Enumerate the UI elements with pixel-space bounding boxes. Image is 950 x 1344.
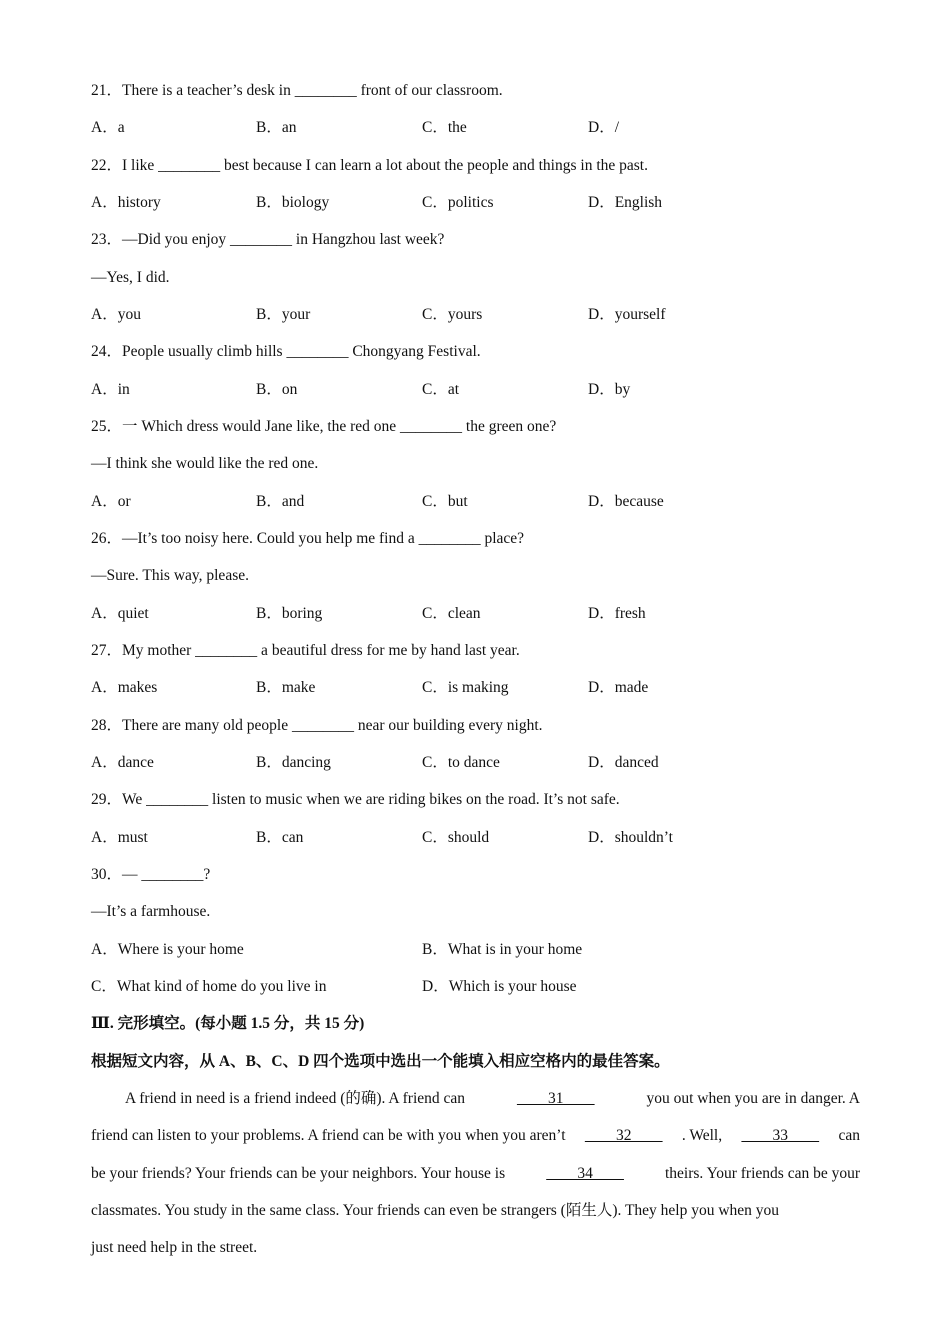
passage-text: can (838, 1127, 860, 1144)
q26-option-d[interactable]: D．fresh (588, 605, 646, 622)
passage-line-5: just need help in the street. (91, 1239, 258, 1256)
q21-option-c[interactable]: C．the (422, 119, 467, 136)
q30-option-c[interactable]: C．What kind of home do you live in (91, 978, 327, 995)
q28-option-c[interactable]: C．to dance (422, 754, 500, 771)
blank-34[interactable]: ____34____ (546, 1165, 624, 1182)
question-24-stem: 24．People usually climb hills ________ Chongyang Festival. (91, 343, 481, 360)
q24-option-c[interactable]: C．at (422, 381, 460, 398)
section-heading: Ⅲ. 完形填空。(每小题 1.5 分，共 15 分) (91, 1015, 365, 1032)
passage-text: A friend in need is a friend indeed (的确). A friend can (125, 1090, 466, 1107)
blank-33[interactable]: ____33____ (741, 1127, 820, 1144)
q27-option-c[interactable]: C．is making (422, 679, 509, 696)
passage-text: friend can listen to your problems. A friend can be with you when you aren’t (91, 1127, 566, 1144)
q30-option-a[interactable]: A．Where is your home (91, 941, 244, 958)
q24-option-b[interactable]: B．on (256, 381, 298, 398)
question-25-stem: 25．一 Which dress would Jane like, the red one ________ the green one? (91, 418, 557, 435)
question-22-stem: 22．I like ________ best because I can learn a lot about the people and things in the past. (91, 157, 648, 174)
q27-option-a[interactable]: A．makes (91, 679, 158, 696)
question-28-stem: 28．There are many old people ________ near our building every night. (91, 717, 543, 734)
q29-option-a[interactable]: A．must (91, 829, 148, 846)
question-21-stem: 21．There is a teacher’s desk in ________ front of our classroom. (91, 82, 503, 99)
q22-option-a[interactable]: A．history (91, 194, 161, 211)
q26-option-a[interactable]: A．quiet (91, 605, 149, 622)
q22-option-d[interactable]: D．English (588, 194, 663, 211)
passage-line-4 (91, 1201, 860, 1221)
q29-option-d[interactable]: D．shouldn’t (588, 829, 673, 846)
q24-option-a[interactable]: A．in (91, 381, 130, 398)
passage-line-3 (91, 1164, 860, 1184)
q26-option-b[interactable]: B．boring (256, 605, 323, 622)
q22-option-c[interactable]: C．politics (422, 194, 494, 211)
q29-option-b[interactable]: B．can (256, 829, 304, 846)
q22-option-b[interactable]: B．biology (256, 194, 330, 211)
question-30-stem: 30．— ________? (91, 866, 211, 883)
question-26-stem: 26．—It’s too noisy here. Could you help me find a ________ place? (91, 530, 525, 547)
q21-option-d[interactable]: D．/ (588, 119, 620, 136)
passage-line-1 (125, 1089, 860, 1109)
passage-text: you out when you are in danger. A (646, 1090, 860, 1107)
section-instruction: 根据短文内容，从 A、B、C、D 四个选项中选出一个能填入相应空格内的最佳答案。 (91, 1053, 670, 1070)
q25-option-a[interactable]: A．or (91, 493, 131, 510)
blank-32[interactable]: ____32____ (584, 1127, 663, 1144)
q27-option-d[interactable]: D．made (588, 679, 649, 696)
passage-text: be your friends? Your friends can be your neighbors. Your house is (91, 1165, 506, 1182)
q27-option-b[interactable]: B．make (256, 679, 316, 696)
q25-option-b[interactable]: B．and (256, 493, 305, 510)
q23-option-b[interactable]: B．your (256, 306, 311, 323)
question-26-reply: —Sure. This way, please. (91, 567, 249, 584)
q23-option-d[interactable]: D．yourself (588, 306, 666, 323)
q25-option-c[interactable]: C．but (422, 493, 468, 510)
question-29-stem: 29．We ________ listen to music when we are riding bikes on the road. It’s not safe. (91, 791, 620, 808)
q23-option-c[interactable]: C．yours (422, 306, 483, 323)
q29-option-c[interactable]: C．should (422, 829, 490, 846)
question-23-reply: —Yes, I did. (91, 269, 170, 286)
passage-text: classmates. You study in the same class. Your friends can even be strangers (陌生人). They help you when you (91, 1202, 780, 1219)
passage-text: . Well, (681, 1127, 723, 1144)
blank-31[interactable]: ____31____ (517, 1090, 595, 1107)
passage-text: theirs. Your friends can be your (664, 1165, 860, 1182)
q30-option-b[interactable]: B．What is in your home (422, 941, 583, 958)
q21-option-b[interactable]: B．an (256, 119, 297, 136)
passage-line-2 (91, 1126, 860, 1146)
q21-option-a[interactable]: A．a (91, 119, 125, 136)
q30-option-d[interactable]: D．Which is your house (422, 978, 577, 995)
q26-option-c[interactable]: C．clean (422, 605, 481, 622)
q25-option-d[interactable]: D．because (588, 493, 664, 510)
q28-option-b[interactable]: B．dancing (256, 754, 331, 771)
q28-option-d[interactable]: D．danced (588, 754, 659, 771)
question-27-stem: 27．My mother ________ a beautiful dress for me by hand last year. (91, 642, 520, 659)
q23-option-a[interactable]: A．you (91, 306, 141, 323)
question-30-reply: —It’s a farmhouse. (91, 903, 211, 920)
question-23-stem: 23．—Did you enjoy ________ in Hangzhou last week? (91, 231, 445, 248)
q28-option-a[interactable]: A．dance (91, 754, 154, 771)
q24-option-d[interactable]: D．by (588, 381, 631, 398)
question-25-reply: —I think she would like the red one. (91, 455, 319, 472)
